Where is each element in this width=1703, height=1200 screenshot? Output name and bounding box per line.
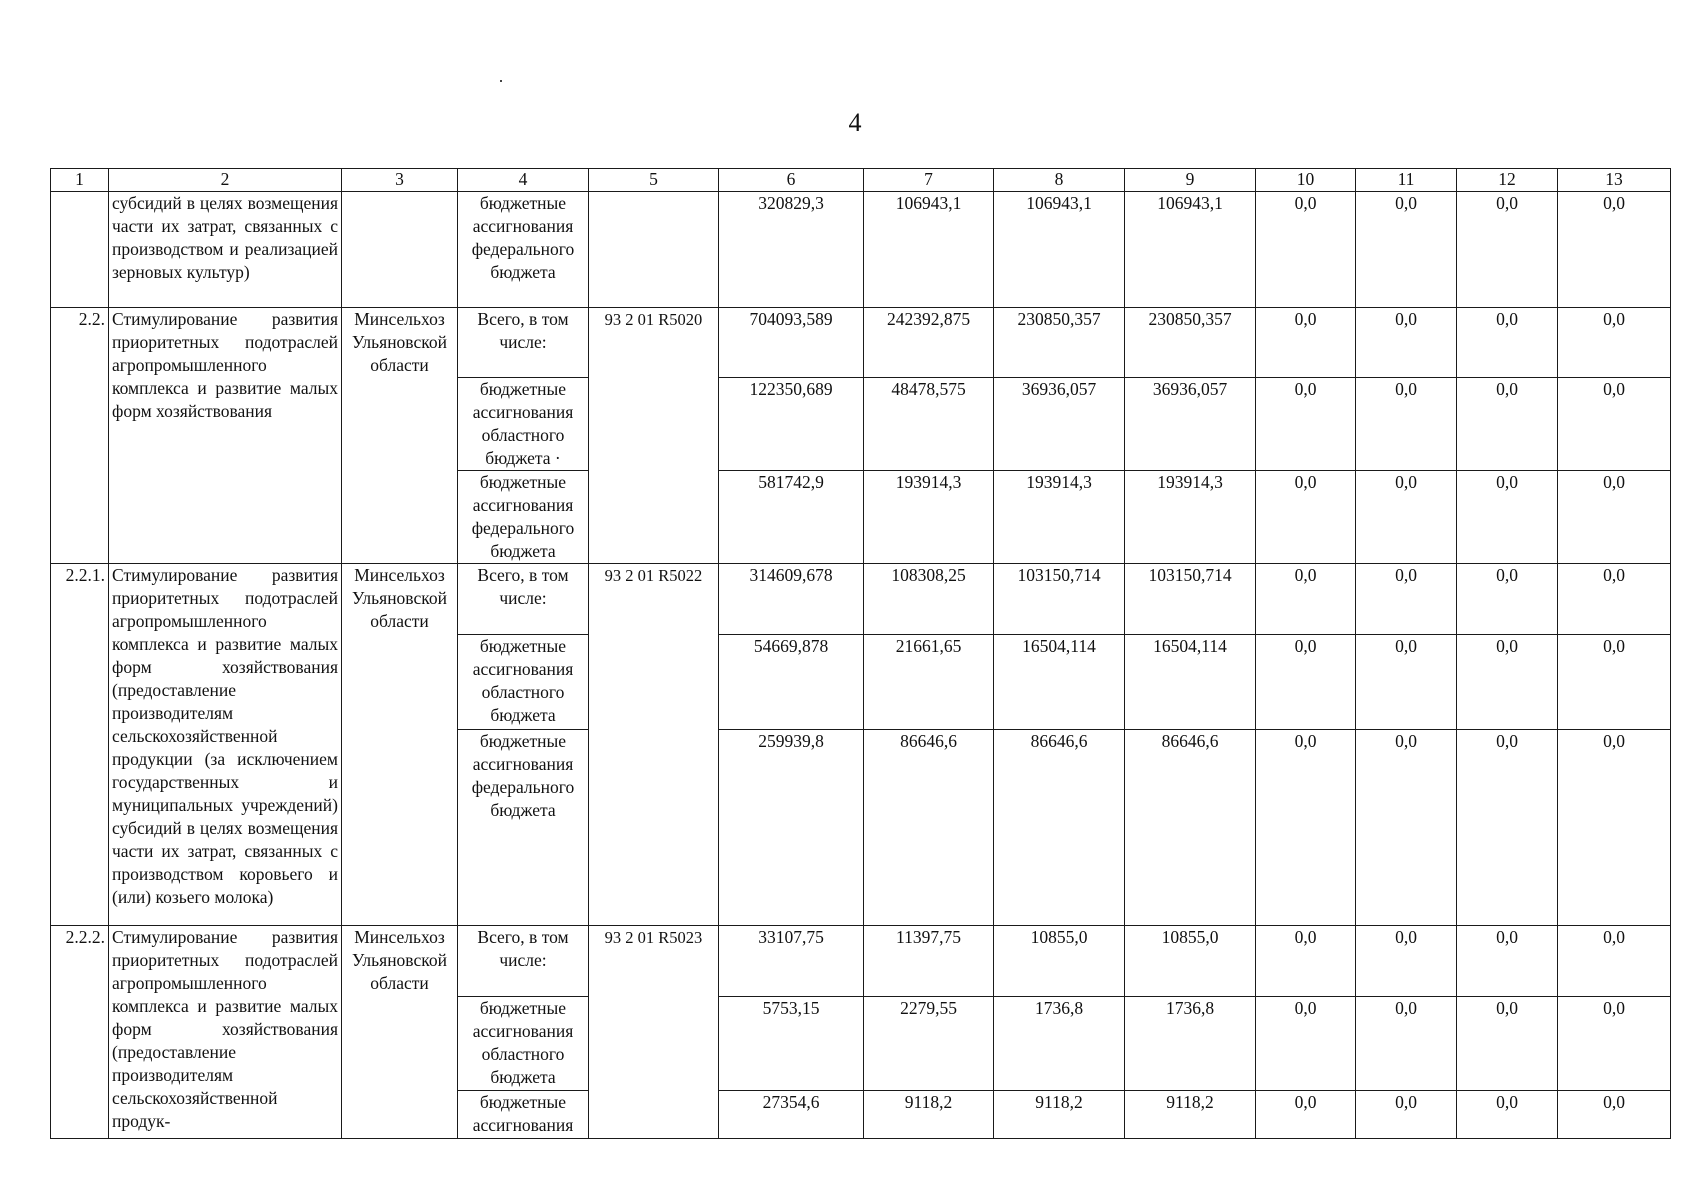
- value-cell: 0,0: [1356, 378, 1457, 471]
- value-cell: 86646,6: [1125, 730, 1256, 926]
- row-index: 2.2.2.: [51, 926, 109, 1139]
- value-cell: 16504,114: [994, 635, 1125, 730]
- value-cell: 0,0: [1256, 997, 1356, 1091]
- ministry-cell: [342, 192, 458, 308]
- value-cell: 86646,6: [864, 730, 994, 926]
- value-cell: 106943,1: [994, 192, 1125, 308]
- item-name: субсидий в целях возмещения части их затрат, связанных с производством и реализацией зерновых культур): [109, 192, 342, 308]
- value-cell: 0,0: [1356, 635, 1457, 730]
- value-cell: 0,0: [1256, 308, 1356, 378]
- value-cell: 704093,589: [719, 308, 864, 378]
- value-cell: 0,0: [1457, 564, 1558, 635]
- value-cell: 0,0: [1256, 730, 1356, 926]
- value-cell: 0,0: [1457, 926, 1558, 997]
- ministry-cell: Минсельхоз Ульяновской области: [342, 308, 458, 564]
- column-number: 4: [458, 169, 589, 192]
- value-cell: 108308,25: [864, 564, 994, 635]
- value-cell: 1736,8: [1125, 997, 1256, 1091]
- scan-speck: [500, 80, 502, 82]
- column-number: 5: [589, 169, 719, 192]
- row-index: [51, 192, 109, 308]
- value-cell: 0,0: [1256, 564, 1356, 635]
- value-cell: 2279,55: [864, 997, 994, 1091]
- value-cell: 0,0: [1457, 730, 1558, 926]
- value-cell: 0,0: [1558, 926, 1671, 997]
- value-cell: 0,0: [1457, 308, 1558, 378]
- code-cell: [589, 192, 719, 308]
- value-cell: 10855,0: [994, 926, 1125, 997]
- code-cell: 93 2 01 R5020: [589, 308, 719, 564]
- value-cell: 0,0: [1356, 471, 1457, 564]
- item-name: Стимулирование развития приоритетных подотраслей агропромышленного комплекса и развитие малых форм хозяйствования (предоставление производителям сельскохозяйственной продук-: [109, 926, 342, 1139]
- funding-source: бюджетные ассигнования федерального бюджета: [458, 192, 589, 308]
- value-cell: 0,0: [1457, 635, 1558, 730]
- value-cell: 36936,057: [994, 378, 1125, 471]
- funding-source: бюджетные ассигнования областного бюджета: [458, 997, 589, 1091]
- value-cell: 103150,714: [994, 564, 1125, 635]
- value-cell: 103150,714: [1125, 564, 1256, 635]
- value-cell: 0,0: [1356, 730, 1457, 926]
- value-cell: 0,0: [1256, 471, 1356, 564]
- column-number-row: [51, 169, 1671, 192]
- value-cell: 0,0: [1356, 192, 1457, 308]
- column-number: 10: [1256, 169, 1356, 192]
- value-cell: 259939,8: [719, 730, 864, 926]
- funding-source: Всего, в том числе:: [458, 564, 589, 635]
- column-number: 8: [994, 169, 1125, 192]
- item-name: Стимулирование развития приоритетных подотраслей агропромышленного комплекса и развитие малых форм хозяйствования: [109, 308, 342, 564]
- value-cell: 230850,357: [1125, 308, 1256, 378]
- table-row: [51, 308, 1671, 378]
- value-cell: 27354,6: [719, 1091, 864, 1139]
- value-cell: 193914,3: [1125, 471, 1256, 564]
- page-number: 4: [848, 108, 862, 137]
- value-cell: 581742,9: [719, 471, 864, 564]
- column-number: 2: [109, 169, 342, 192]
- value-cell: 106943,1: [1125, 192, 1256, 308]
- value-cell: 0,0: [1256, 926, 1356, 997]
- value-cell: 0,0: [1558, 1091, 1671, 1139]
- value-cell: 5753,15: [719, 997, 864, 1091]
- value-cell: 16504,114: [1125, 635, 1256, 730]
- value-cell: 0,0: [1356, 926, 1457, 997]
- funding-source: бюджетные ассигнования областного бюджета ·: [458, 378, 589, 471]
- table-row: [51, 192, 1671, 308]
- column-number: 3: [342, 169, 458, 192]
- value-cell: 320829,3: [719, 192, 864, 308]
- column-number: 13: [1558, 169, 1671, 192]
- column-number: 6: [719, 169, 864, 192]
- value-cell: 21661,65: [864, 635, 994, 730]
- code-cell: 93 2 01 R5022: [589, 564, 719, 926]
- value-cell: 0,0: [1457, 997, 1558, 1091]
- code-cell: 93 2 01 R5023: [589, 926, 719, 1139]
- table-row: [51, 564, 1671, 635]
- value-cell: 0,0: [1558, 308, 1671, 378]
- budget-table: [50, 168, 1671, 1139]
- funding-source: Всего, в том числе:: [458, 308, 589, 378]
- value-cell: 0,0: [1256, 635, 1356, 730]
- value-cell: 9118,2: [1125, 1091, 1256, 1139]
- value-cell: 0,0: [1457, 192, 1558, 308]
- value-cell: 54669,878: [719, 635, 864, 730]
- value-cell: 86646,6: [994, 730, 1125, 926]
- funding-source: бюджетные ассигнования: [458, 1091, 589, 1139]
- value-cell: 0,0: [1457, 1091, 1558, 1139]
- column-number: 11: [1356, 169, 1457, 192]
- value-cell: 0,0: [1558, 192, 1671, 308]
- column-number: 1: [51, 169, 109, 192]
- value-cell: 9118,2: [994, 1091, 1125, 1139]
- column-number: 9: [1125, 169, 1256, 192]
- value-cell: 0,0: [1558, 997, 1671, 1091]
- value-cell: 0,0: [1356, 308, 1457, 378]
- value-cell: 33107,75: [719, 926, 864, 997]
- value-cell: 0,0: [1256, 1091, 1356, 1139]
- value-cell: 0,0: [1356, 997, 1457, 1091]
- value-cell: 193914,3: [994, 471, 1125, 564]
- row-index: 2.2.1.: [51, 564, 109, 926]
- value-cell: 193914,3: [864, 471, 994, 564]
- ministry-cell: Минсельхоз Ульяновской области: [342, 564, 458, 926]
- value-cell: 48478,575: [864, 378, 994, 471]
- column-number: 12: [1457, 169, 1558, 192]
- value-cell: 106943,1: [864, 192, 994, 308]
- value-cell: 0,0: [1457, 471, 1558, 564]
- value-cell: 10855,0: [1125, 926, 1256, 997]
- value-cell: 0,0: [1558, 635, 1671, 730]
- funding-source: бюджетные ассигнования федерального бюджета: [458, 471, 589, 564]
- value-cell: 11397,75: [864, 926, 994, 997]
- row-index: 2.2.: [51, 308, 109, 564]
- table-row: [51, 926, 1671, 997]
- value-cell: 0,0: [1558, 730, 1671, 926]
- value-cell: 1736,8: [994, 997, 1125, 1091]
- ministry-cell: Минсельхоз Ульяновской области: [342, 926, 458, 1139]
- value-cell: 0,0: [1356, 1091, 1457, 1139]
- value-cell: 0,0: [1558, 471, 1671, 564]
- value-cell: 0,0: [1356, 564, 1457, 635]
- value-cell: 36936,057: [1125, 378, 1256, 471]
- value-cell: 0,0: [1256, 378, 1356, 471]
- funding-source: бюджетные ассигнования областного бюджета: [458, 635, 589, 730]
- item-name: Стимулирование развития приоритетных подотраслей агропромышленного комплекса и развитие малых форм хозяйствования (предоставление производителям сельскохозяйственной продукции (за исключением государственных и муниципальных учреждений) субсидий в целях возмещения части их затрат, связанных с производством коровьего и (или) козьего молока): [109, 564, 342, 926]
- value-cell: 0,0: [1558, 378, 1671, 471]
- value-cell: 242392,875: [864, 308, 994, 378]
- value-cell: 0,0: [1256, 192, 1356, 308]
- funding-source: бюджетные ассигнования федерального бюджета: [458, 730, 589, 926]
- value-cell: 314609,678: [719, 564, 864, 635]
- column-number: 7: [864, 169, 994, 192]
- value-cell: 230850,357: [994, 308, 1125, 378]
- value-cell: 0,0: [1457, 378, 1558, 471]
- value-cell: 122350,689: [719, 378, 864, 471]
- funding-source: Всего, в том числе:: [458, 926, 589, 997]
- value-cell: 9118,2: [864, 1091, 994, 1139]
- value-cell: 0,0: [1558, 564, 1671, 635]
